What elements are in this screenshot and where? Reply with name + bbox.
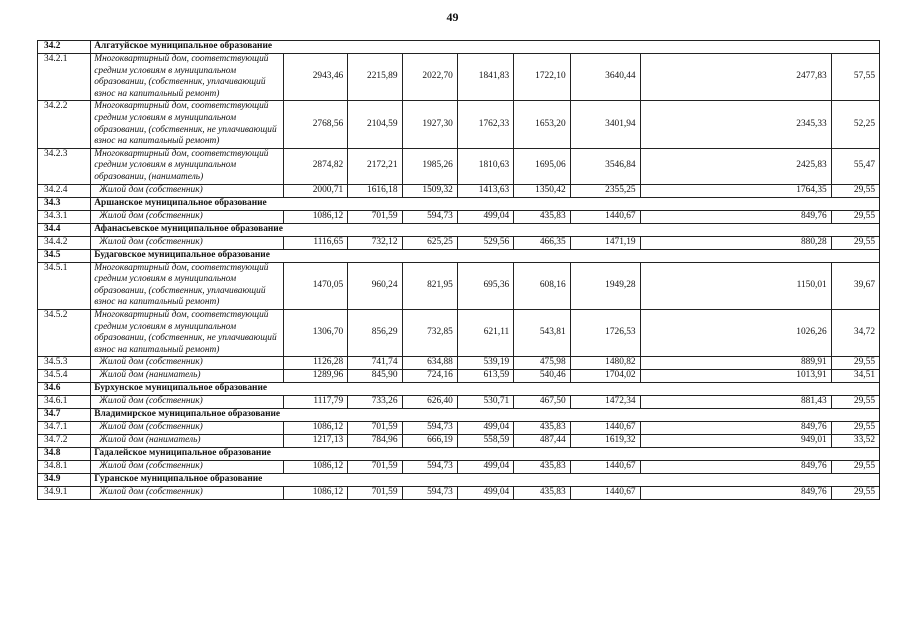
table-row bbox=[38, 184, 880, 197]
row-value: 1026,26 bbox=[640, 309, 831, 356]
row-code: 34.5.4 bbox=[38, 370, 91, 383]
row-value: 1726,53 bbox=[570, 309, 640, 356]
table-row bbox=[38, 422, 880, 435]
table-row bbox=[38, 309, 880, 356]
section-row bbox=[38, 249, 880, 262]
row-code: 34.3.1 bbox=[38, 210, 91, 223]
row-value: 539,19 bbox=[457, 357, 513, 370]
row-value: 29,55 bbox=[831, 236, 879, 249]
row-value: 33,52 bbox=[831, 435, 879, 448]
row-value: 29,55 bbox=[831, 210, 879, 223]
table-row bbox=[38, 435, 880, 448]
row-value: 1949,28 bbox=[570, 262, 640, 309]
page-number: 49 bbox=[446, 10, 459, 24]
row-value: 435,83 bbox=[514, 487, 570, 500]
row-value: 856,29 bbox=[348, 309, 402, 356]
row-value: 1116,65 bbox=[284, 236, 348, 249]
row-value: 29,55 bbox=[831, 184, 879, 197]
row-value: 594,73 bbox=[402, 210, 457, 223]
row-value: 435,83 bbox=[514, 461, 570, 474]
row-value: 1927,30 bbox=[402, 101, 457, 148]
row-value: 3640,44 bbox=[570, 54, 640, 101]
row-value: 467,50 bbox=[514, 396, 570, 409]
table-row bbox=[38, 54, 880, 101]
row-description: Жилой дом (собственник) bbox=[91, 487, 284, 500]
row-value: 741,74 bbox=[348, 357, 402, 370]
row-value: 1616,18 bbox=[348, 184, 402, 197]
row-value: 1985,26 bbox=[402, 148, 457, 184]
row-value: 1509,32 bbox=[402, 184, 457, 197]
row-value: 889,91 bbox=[640, 357, 831, 370]
row-value: 594,73 bbox=[402, 422, 457, 435]
table-row bbox=[38, 101, 880, 148]
section-row bbox=[38, 223, 880, 236]
row-value: 845,90 bbox=[348, 370, 402, 383]
row-value: 487,44 bbox=[514, 435, 570, 448]
row-value: 529,56 bbox=[457, 236, 513, 249]
row-value: 608,16 bbox=[514, 262, 570, 309]
row-value: 2022,70 bbox=[402, 54, 457, 101]
row-value: 1086,12 bbox=[284, 487, 348, 500]
row-code: 34.4.2 bbox=[38, 236, 91, 249]
row-code: 34.9.1 bbox=[38, 487, 91, 500]
section-title: Будаговское муниципальное образование bbox=[91, 249, 880, 262]
row-value: 821,95 bbox=[402, 262, 457, 309]
row-value: 949,01 bbox=[640, 435, 831, 448]
section-title: Аршанское муниципальное образование bbox=[91, 197, 880, 210]
row-description: Жилой дом (собственник) bbox=[91, 396, 284, 409]
table-row bbox=[38, 357, 880, 370]
row-value: 29,55 bbox=[831, 422, 879, 435]
section-row bbox=[38, 197, 880, 210]
row-value: 1440,67 bbox=[570, 461, 640, 474]
row-value: 701,59 bbox=[348, 487, 402, 500]
section-row bbox=[38, 448, 880, 461]
row-value: 732,85 bbox=[402, 309, 457, 356]
row-value: 1117,79 bbox=[284, 396, 348, 409]
table-row bbox=[38, 396, 880, 409]
row-value: 881,43 bbox=[640, 396, 831, 409]
section-code: 34.5 bbox=[38, 249, 91, 262]
row-description: Жилой дом (наниматель) bbox=[91, 435, 284, 448]
section-code: 34.8 bbox=[38, 448, 91, 461]
tariff-table bbox=[37, 40, 880, 500]
section-code: 34.7 bbox=[38, 409, 91, 422]
row-value: 849,76 bbox=[640, 210, 831, 223]
row-value: 3401,94 bbox=[570, 101, 640, 148]
row-description: Жилой дом (собственник) bbox=[91, 184, 284, 197]
row-description: Многоквартирный дом, соответствующий средним условиям в муниципальном образовании, (собственник, не уплачивающий взнос на капитальный ремонт) bbox=[91, 101, 284, 148]
row-code: 34.7.1 bbox=[38, 422, 91, 435]
row-value: 701,59 bbox=[348, 461, 402, 474]
row-value: 1413,63 bbox=[457, 184, 513, 197]
row-value: 1722,10 bbox=[514, 54, 570, 101]
section-code: 34.6 bbox=[38, 383, 91, 396]
row-value: 1653,20 bbox=[514, 101, 570, 148]
row-value: 1764,35 bbox=[640, 184, 831, 197]
row-value: 960,24 bbox=[348, 262, 402, 309]
row-value: 666,19 bbox=[402, 435, 457, 448]
row-value: 626,40 bbox=[402, 396, 457, 409]
row-code: 34.2.4 bbox=[38, 184, 91, 197]
row-value: 34,51 bbox=[831, 370, 879, 383]
row-value: 594,73 bbox=[402, 461, 457, 474]
row-description: Жилой дом (собственник) bbox=[91, 357, 284, 370]
row-code: 34.2.3 bbox=[38, 148, 91, 184]
table-row bbox=[38, 236, 880, 249]
row-code: 34.2.1 bbox=[38, 54, 91, 101]
row-value: 1619,32 bbox=[570, 435, 640, 448]
row-value: 2425,83 bbox=[640, 148, 831, 184]
row-value: 1217,13 bbox=[284, 435, 348, 448]
row-value: 2345,33 bbox=[640, 101, 831, 148]
row-value: 540,46 bbox=[514, 370, 570, 383]
row-description: Жилой дом (собственник) bbox=[91, 422, 284, 435]
row-value: 784,96 bbox=[348, 435, 402, 448]
section-title: Гуранское муниципальное образование bbox=[91, 474, 880, 487]
row-code: 34.8.1 bbox=[38, 461, 91, 474]
row-value: 57,55 bbox=[831, 54, 879, 101]
row-code: 34.7.2 bbox=[38, 435, 91, 448]
section-row bbox=[38, 41, 880, 54]
section-title: Бурхунское муниципальное образование bbox=[91, 383, 880, 396]
row-description: Многоквартирный дом, соответствующий средним условиям в муниципальном образовании, (наниматель) bbox=[91, 148, 284, 184]
row-value: 1810,63 bbox=[457, 148, 513, 184]
row-value: 724,16 bbox=[402, 370, 457, 383]
section-title: Афанасьевское муниципальное образование bbox=[91, 223, 880, 236]
row-value: 55,47 bbox=[831, 148, 879, 184]
row-value: 2104,59 bbox=[348, 101, 402, 148]
row-value: 2172,21 bbox=[348, 148, 402, 184]
row-value: 29,55 bbox=[831, 396, 879, 409]
row-value: 1695,06 bbox=[514, 148, 570, 184]
row-value: 1841,83 bbox=[457, 54, 513, 101]
section-code: 34.2 bbox=[38, 41, 91, 54]
row-value: 849,76 bbox=[640, 461, 831, 474]
row-description: Жилой дом (наниматель) bbox=[91, 370, 284, 383]
row-value: 2215,89 bbox=[348, 54, 402, 101]
row-value: 1350,42 bbox=[514, 184, 570, 197]
row-value: 1704,02 bbox=[570, 370, 640, 383]
section-title: Владимирское муниципальное образование bbox=[91, 409, 880, 422]
row-value: 849,76 bbox=[640, 487, 831, 500]
row-value: 499,04 bbox=[457, 422, 513, 435]
row-code: 34.2.2 bbox=[38, 101, 91, 148]
row-value: 1472,34 bbox=[570, 396, 640, 409]
row-description: Жилой дом (собственник) bbox=[91, 236, 284, 249]
row-value: 1440,67 bbox=[570, 487, 640, 500]
row-value: 435,83 bbox=[514, 422, 570, 435]
row-value: 39,67 bbox=[831, 262, 879, 309]
section-row bbox=[38, 409, 880, 422]
row-code: 34.5.3 bbox=[38, 357, 91, 370]
table-row bbox=[38, 461, 880, 474]
row-code: 34.6.1 bbox=[38, 396, 91, 409]
row-value: 1440,67 bbox=[570, 210, 640, 223]
row-value: 1306,70 bbox=[284, 309, 348, 356]
row-value: 1480,82 bbox=[570, 357, 640, 370]
row-description: Многоквартирный дом, соответствующий средним условиям в муниципальном образовании, (собственник, уплачивающий взнос на капитальный ремонт) bbox=[91, 262, 284, 309]
row-value: 1762,33 bbox=[457, 101, 513, 148]
row-value: 1013,91 bbox=[640, 370, 831, 383]
section-row bbox=[38, 383, 880, 396]
table-row bbox=[38, 210, 880, 223]
row-description: Многоквартирный дом, соответствующий средним условиям в муниципальном образовании, (собственник, не уплачивающий взнос на капитальный ремонт) bbox=[91, 309, 284, 356]
row-code: 34.5.1 bbox=[38, 262, 91, 309]
row-value: 849,76 bbox=[640, 422, 831, 435]
row-value: 1086,12 bbox=[284, 210, 348, 223]
row-value: 2943,46 bbox=[284, 54, 348, 101]
row-value: 3546,84 bbox=[570, 148, 640, 184]
row-value: 2874,82 bbox=[284, 148, 348, 184]
row-value: 2477,83 bbox=[640, 54, 831, 101]
row-value: 880,28 bbox=[640, 236, 831, 249]
table-row bbox=[38, 148, 880, 184]
row-value: 634,88 bbox=[402, 357, 457, 370]
section-code: 34.9 bbox=[38, 474, 91, 487]
section-title: Гадалейское муниципальное образование bbox=[91, 448, 880, 461]
row-value: 52,25 bbox=[831, 101, 879, 148]
row-description: Многоквартирный дом, соответствующий средним условиям в муниципальном образовании, (собственник, уплачивающий взнос на капитальный ремонт) bbox=[91, 54, 284, 101]
row-value: 558,59 bbox=[457, 435, 513, 448]
row-value: 1471,19 bbox=[570, 236, 640, 249]
row-value: 466,35 bbox=[514, 236, 570, 249]
section-row bbox=[38, 474, 880, 487]
row-value: 29,55 bbox=[831, 487, 879, 500]
row-value: 530,71 bbox=[457, 396, 513, 409]
section-code: 34.3 bbox=[38, 197, 91, 210]
row-code: 34.5.2 bbox=[38, 309, 91, 356]
row-value: 1086,12 bbox=[284, 422, 348, 435]
row-description: Жилой дом (собственник) bbox=[91, 461, 284, 474]
table-row bbox=[38, 370, 880, 383]
row-value: 621,11 bbox=[457, 309, 513, 356]
row-value: 543,81 bbox=[514, 309, 570, 356]
table-row bbox=[38, 487, 880, 500]
row-value: 1440,67 bbox=[570, 422, 640, 435]
row-value: 499,04 bbox=[457, 487, 513, 500]
row-description: Жилой дом (собственник) bbox=[91, 210, 284, 223]
section-title: Алгатуйское муниципальное образование bbox=[91, 41, 880, 54]
row-value: 1470,05 bbox=[284, 262, 348, 309]
row-value: 29,55 bbox=[831, 357, 879, 370]
row-value: 2355,25 bbox=[570, 184, 640, 197]
row-value: 475,98 bbox=[514, 357, 570, 370]
row-value: 499,04 bbox=[457, 461, 513, 474]
row-value: 499,04 bbox=[457, 210, 513, 223]
row-value: 435,83 bbox=[514, 210, 570, 223]
row-value: 1289,96 bbox=[284, 370, 348, 383]
row-value: 2000,71 bbox=[284, 184, 348, 197]
row-value: 1086,12 bbox=[284, 461, 348, 474]
row-value: 695,36 bbox=[457, 262, 513, 309]
row-value: 1150,01 bbox=[640, 262, 831, 309]
row-value: 613,59 bbox=[457, 370, 513, 383]
row-value: 701,59 bbox=[348, 422, 402, 435]
section-code: 34.4 bbox=[38, 223, 91, 236]
row-value: 732,12 bbox=[348, 236, 402, 249]
row-value: 34,72 bbox=[831, 309, 879, 356]
table-row bbox=[38, 262, 880, 309]
row-value: 701,59 bbox=[348, 210, 402, 223]
row-value: 625,25 bbox=[402, 236, 457, 249]
row-value: 1126,28 bbox=[284, 357, 348, 370]
row-value: 594,73 bbox=[402, 487, 457, 500]
row-value: 733,26 bbox=[348, 396, 402, 409]
row-value: 29,55 bbox=[831, 461, 879, 474]
row-value: 2768,56 bbox=[284, 101, 348, 148]
table-body bbox=[38, 41, 880, 500]
